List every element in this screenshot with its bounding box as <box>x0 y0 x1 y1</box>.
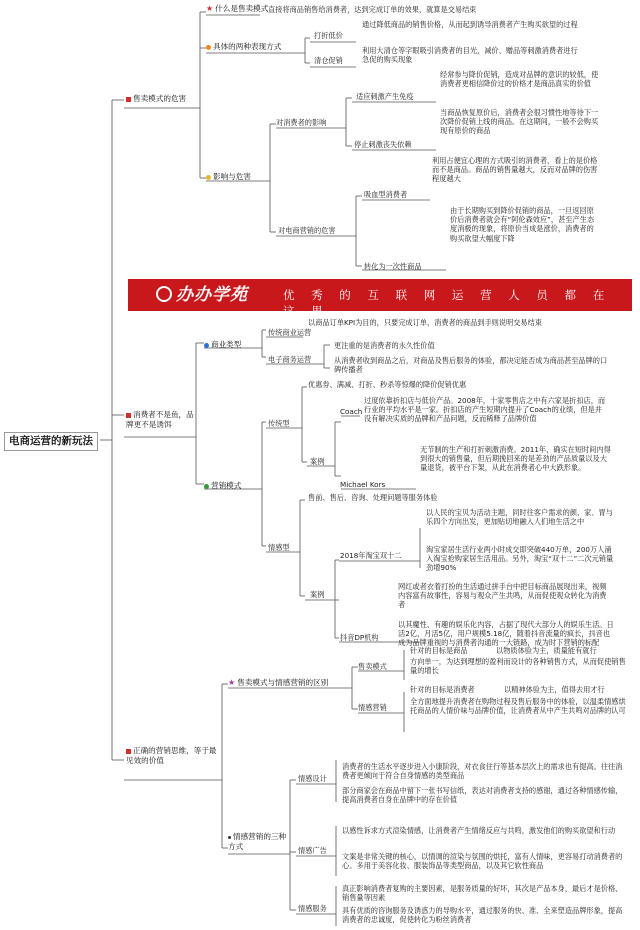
branch-consumer-not-fish[interactable]: 消费者不是鱼，品牌更不是诱饵 <box>126 410 194 429</box>
text-emotional-intro: 售前、售后、咨询、处理问题等服务体验 <box>308 493 438 502</box>
label-clearance: 清仓促销 <box>314 56 343 65</box>
text-emo-aim: 全方面地提升消费者在购物过程及售后服务中的体验，以温柔情感烘托商品的人情价味与品牌价值，让消费者从中产生共鸣对品牌的认可 <box>410 697 626 716</box>
green-dot-icon <box>204 484 209 489</box>
node-impact-harm[interactable]: 影响与危害 <box>206 172 251 182</box>
text-sales-target: 针对的目标是商品 <box>410 646 468 655</box>
text-ecom-ops-2: 从消费者收到商品之后，对商品及售后服务的体验，都决定能否成为商品甚至品牌的口碑传播者 <box>334 356 608 375</box>
text-traditional-intro: 优惠券、满减、打折、秒杀等惊爆的降价促销优惠 <box>308 380 467 389</box>
label-immunity: 适应刺激产生免疫 <box>356 92 414 101</box>
text-what-is-sales-model: 直接将商品销售给消费者，达到完成订单的效果，就算是交易结束 <box>268 5 477 14</box>
label-michael-kors: Michael Kors <box>340 480 386 489</box>
text-emo-target: 针对的目标是消费者 <box>410 685 475 694</box>
text-taobao-sales: 淘宝家居生活行业两小时成交即突破440万单，200万人涌入淘宝抢购家居生活用品。另外，淘宝“双十二”二次元销量劲增90% <box>426 545 614 573</box>
label-emo-service: 情感服务 <box>298 904 327 913</box>
label-discount: 打折低价 <box>314 31 343 40</box>
branch-sales-model-harm[interactable]: 售卖模式的危害 <box>126 94 186 104</box>
text-discount: 通过降低商品的销售价格，从而起到诱导消费者产生购买欲望的过程 <box>362 20 578 29</box>
root-topic: 电商运营的新玩法 <box>4 432 98 451</box>
label-sales-model: 售卖模式 <box>358 662 387 671</box>
text-douyin: 以其魔性、有趣的娱乐化内容，占据了现代大部分人的娱乐生活。日活2亿，月活5亿，用户规模5.18亿，随着抖音流量的疯长，抖音也成为品牌重视的与消费者沟通的一大链路，成为时下营销的标配 <box>398 620 614 648</box>
brand-banner <box>128 279 632 318</box>
text-michael-kors: 无节制的生产和打折刺激消费。2011年，确实在短时间内得到很大的销售量，但后期挽回来的是差劲的产品质量以及大量退货，被平台下架，从此在消费者心中大跌形象。 <box>420 445 611 473</box>
label-consumer-impact: 对消费者的影响 <box>276 118 327 127</box>
text-immunity: 经常参与降价促销，造成对品牌的意识的较低，使消费者更相信降价过的价格才是商品真实的价值 <box>440 70 599 89</box>
label-vampire-consumer: 吸血型消费者 <box>364 190 408 199</box>
label-ecom-harm: 对电商营销的危害 <box>278 226 336 235</box>
logo-text: 办办学苑 <box>176 285 248 305</box>
label-coach: Coach <box>340 407 363 416</box>
text-sales-exp: 以物质体验为主，质量能有就行 <box>496 646 597 655</box>
text-sales-aim: 方向单一，为达到理想的盈利而设计的各种销售方式，从而促使销售量的增长 <box>410 657 626 676</box>
node-business-type[interactable]: 商业类型 <box>204 340 241 350</box>
node-three-ways[interactable]: 情感营销的三种方式 <box>228 832 287 851</box>
text-one-time-goods: 由于长期购买到降价促销的商品，一旦返回原价后消费者就会有“阿伦森效应”，甚至产生态度消极的现象，将原价当成是涨价，消费者的购买欲望大幅度下降 <box>450 206 595 243</box>
text-ecom-ops-1: 更注重的是消费者的永久性价值 <box>334 341 435 350</box>
label-lose-reliance: 停止刺激丧失依赖 <box>354 140 412 149</box>
label-ecom-ops: 电子商务运营 <box>268 355 312 364</box>
node-marketing-model[interactable]: 营销模式 <box>204 481 241 491</box>
text-service-2: 具有优质的咨询服务及诱惑力的导购水平，通过服务的快、准、全来塑造品牌形象，提高消费者的忠诚度，促使转化为粉丝消费者 <box>342 906 623 925</box>
label-trad-case: 案例 <box>310 457 325 466</box>
text-clearance: 利用大清仓等字眼吸引消费者的目光，减价、赠品等刺激消费者进行急促的购买现象 <box>362 46 578 65</box>
red-square-icon <box>126 97 131 102</box>
slogan: 优 秀 的 互 联 网 运 营 人 员 都 在 这 里 <box>283 288 611 318</box>
text-design-2: 部分商家会在商品中留下一张书写信纸，表达对消费者支持的感谢，通过各种情感传输，提高消费者自身在品牌中的存在价值 <box>342 786 623 805</box>
star-icon: ★ <box>228 678 236 687</box>
text-traditional-ops: 以商品订单KPI为目的，只要完成订单，消费者的商品到手则说明交易结束 <box>308 318 542 327</box>
red-square-icon <box>126 413 131 418</box>
star-icon: ★ <box>206 4 214 13</box>
label-emo-ad: 情感广告 <box>298 846 327 855</box>
label-traditional-type: 传统型 <box>268 419 290 428</box>
label-emotional-marketing: 情感营销 <box>358 703 387 712</box>
text-coach: 过度依靠折扣店与低价产品。2008年，十家零售店之中有六家是折扣店，而行业的平均水平是一家。折扣店的产生短期内提升了Coach的业绩，但是并没有解决实质的品牌和产品问题，反而稀释了品牌价值 <box>364 396 606 424</box>
blue-dot-icon <box>204 343 209 348</box>
red-square-icon <box>126 749 131 754</box>
label-emo-design: 情感设计 <box>298 774 327 783</box>
yellow-dot-icon <box>206 175 211 180</box>
orange-dot-icon <box>206 45 211 50</box>
node-two-forms[interactable]: 具体的两种表现方式 <box>206 42 281 52</box>
node-diff[interactable]: ★ 售卖模式与情感营销的区别 <box>228 678 329 687</box>
label-emo-case: 案例 <box>310 590 325 599</box>
text-vampire-consumer: 利用占便宜心理的方式吸引的消费者，看上的是价格而不是商品。商品的销售量越大，反而对品牌的伤害程度越大 <box>432 156 598 184</box>
logo-icon <box>156 286 172 302</box>
text-ad-1: 以感性诉求方式渲染情感，让消费者产生情绪反应与共鸣，激发他们的购买欲望和行动 <box>342 826 616 835</box>
label-traditional-ops: 传统商业运营 <box>268 328 312 337</box>
text-taobao-theme: 以人民的宝贝为活动主题，同时往客户需求的颜、家、胃与乐四个方向出发，更加贴切地融入人们地生活之中 <box>426 508 613 527</box>
text-emo-exp: 以精神体验为主，值得去用才行 <box>504 685 605 694</box>
text-influencer: 网红或者衣着打扮的生活通过拼手台中把目标商品展现出来，视频内容富有故事性，容易与观众产生共鸣，从而促使观众转化为消费者 <box>398 582 607 610</box>
text-lose-reliance: 当商品恢复原价后，消费者会很习惯性地等待下一次降价促销上线的商品。在这期间，一般不会购买现有原价的商品 <box>440 108 599 136</box>
text-service-1: 真正影响消费者复购的主要因素，是服务质量的好坏，其次是产品本身，最后才是价格、销售量等因素 <box>342 884 623 903</box>
label-douyin-dp: 抖音DP机构 <box>340 633 379 642</box>
text-design-1: 消费者的生活水平逐步进入小康阶段，对衣食住行等基本层次上的需求也有提高。往往消费者更倾向于符合自身情感的类型商品 <box>342 762 623 781</box>
label-one-time-goods: 转化为一次性商品 <box>364 262 422 271</box>
dot-icon <box>228 836 231 839</box>
label-emotional-type: 情感型 <box>268 543 290 552</box>
label-taobao-1212: 2018年淘宝双十二 <box>340 551 402 560</box>
text-ad-2: 文案是非常关键的核心，以情调的渲染与氛围的烘托，富有人情味，更容易打动消费者的心。多用于美容化妆、服装饰品等类型商品，以及其它软性商品 <box>342 852 623 871</box>
branch-correct-thinking[interactable]: 正确的营销思维，等于最见效的价值 <box>126 746 217 765</box>
node-what-is-sales-model[interactable]: ★ 什么是售卖模式 <box>206 4 269 13</box>
